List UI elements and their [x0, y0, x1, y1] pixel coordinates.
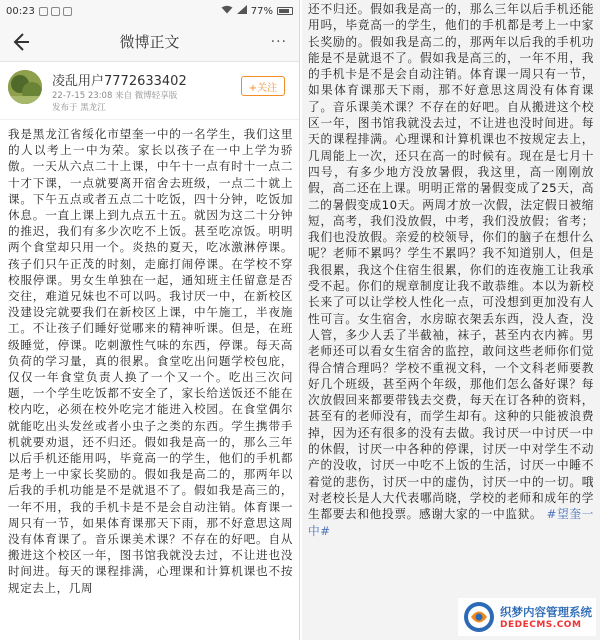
site-watermark	[458, 598, 596, 636]
back-arrow-icon[interactable]	[8, 30, 32, 54]
signal-icon	[237, 5, 247, 17]
wifi-icon	[221, 5, 233, 17]
status-time: 00:23	[6, 5, 35, 17]
right-screenshot-panel	[302, 0, 600, 640]
notification-icon	[51, 7, 60, 16]
post-body-left: 我是黑龙江省绥化市望奎一中的一名学生，我们这里的人以考上一中为荣。家长以孩子在一中上学为骄傲。一天从六点二十上课，中午十一点有时十一点二十才下课，一点就要离开宿舍去班级，一点二十就上课。下午五点或者五点二十吃饭，四十分钟，吃饭加休息。一直上课上到九点五十五。就因为这二十分钟的推迟，我们有多少次吃不上饭。甚至吃凉饭。明明两个食堂却只用一个。炎热的夏天，吃冰激淋停课。孩子们只午正茂的时刻，走廊打闹停课。在学校不穿校服停课。男女生单独在一起，通知班主任留意是否交往，难道兄妹也不可以吗。我讨厌一中，在新校区没建设完就要我们在新校区上课，中午施工，半夜施工。不让孩子们睡好觉哪来的精神听课。但是，在班级睡觉，停课。吃刺激性气味的东西，停课。每天高负荷的学习量，真的很累。食堂吃出问题学校包庇，仅仅一年食堂负责人换了一个又一个。吃出三次问题，一个学生吃饭都不安全了，家长给送饭还不能在校内吃，必须在校外吃完才能进入校园。在食堂偶尔就能吃出头发丝或者小虫子之类的东西。学生携带手机就要劝退，还不归还。假如我是高一的，那么三年以后手机还能用吗，毕竟高一的学生，他们的手机都是考上一中家长奖励的。假如我是高二的，那两年以后我的手机功能是不是就退不了。假如我是高三的，一年不用，我的手机卡是不是会自动注销。体育课一周只有一节，如果体育课那天下雨，那不好意思这周没有体育课了。音乐课美术课？不存在的好吧。自从搬进这个校区一年，图书馆我就没去过，不让进也没时间进。每天的课程排满，心理课和计算机课也不按规定去上，几周	[8, 127, 293, 595]
avatar[interactable]	[8, 70, 42, 104]
battery-percent: 77%	[250, 5, 273, 17]
watermark-main: 织梦内容管理系统	[500, 605, 592, 619]
watermark-sub: DEDECMS.COM	[500, 620, 582, 630]
status-bar	[0, 0, 299, 22]
page-title: 微博正文	[119, 33, 180, 51]
notification-icon	[39, 7, 48, 16]
follow-button[interactable]: +关注	[241, 76, 285, 96]
post-body-right	[302, 1, 600, 539]
notification-icon	[63, 7, 72, 16]
navbar	[0, 22, 299, 62]
post-body-right-text: 还不归还。假如我是高一的，那么三年以后手机还能用吗，毕竟高一的学生，他们的手机都是考上一中家长奖励的。假如我是高二的，那两年以后我的手机功能是不是就退不了。假如我是高三的，一年不用，我的手机卡是不是会自动注销。体育课一周只有一节，如果体育课那天下雨，那不好意思这周没有体育课了。音乐课美术课？不存在的好吧。自从搬进这个校区一年，图书馆我就没去过，不让进也没时间进。每天的课程排满。心理课和计算机课也不按规定去上，几周能上一次，还只在高一的时候有。现在是七月十四号，有多少地方没放暑假，我这里，高一刚刚放假，高二还在上课。明明正常的暑假变成了25天，高二的暑假变成10天。两周才放一次假，法定假日被缩短，高考，我们没放假，中考，我们没放假；省考；我们也没放假。亲爱的校领导，你们的脑子在想什么呢？老师不累吗？学生不累吗？我不知道别人，但是我很累，我这个住宿生很累，你们的连夜施工让我承受不起。你们的规章制度让我不敢恭维。本以为新校长来了可以让学校人性化一点，可没想到更加没有人性可言。女生宿舍，水房晾衣架丢东西，没人查，没人管，多少人丢了半截袖，袜子，甚至内衣内裤。男老师还可以看女生宿舍的监控，敢问这些老师你们觉得合情合理吗？学校不重视文科，一个文科老师要教好几个班级，甚至两个年级，那他们怎么备好课？每次放假回来都要带钱去交费，每天在订各种的资料，甚至有的老师没有，而学生却有。这种的只能被浪费掉，因为还有很多的没有去做。我讨厌一中讨厌一中的休假，讨厌一中各种的停课，讨厌一中对学生不动产的没收，讨厌一中吃不上饭的生活，讨厌一中睡不着觉的悲伤，讨厌一中的虚伪，讨厌一中的一切。哦对老校长是人大代表哪尚晓，学校的老师和成年的学生都要去和他投票。感谢大家的一中监狱。	[308, 2, 594, 522]
battery-icon	[277, 7, 293, 15]
watermark-text	[500, 604, 592, 630]
post-meta: 22-7-15 23:08 来自 微博轻享版	[52, 91, 178, 101]
username[interactable]: 凌乱用户7772633402	[52, 74, 187, 89]
status-notification-icons	[39, 7, 72, 16]
status-right-group	[221, 5, 293, 17]
dedecms-logo-icon	[462, 600, 496, 634]
more-options-icon[interactable]: ···	[270, 34, 287, 50]
post-author-header	[0, 62, 299, 120]
hashtag-link[interactable]: #望奎一中#	[308, 507, 594, 538]
post-location: 发布于 黑龙江	[52, 103, 106, 113]
